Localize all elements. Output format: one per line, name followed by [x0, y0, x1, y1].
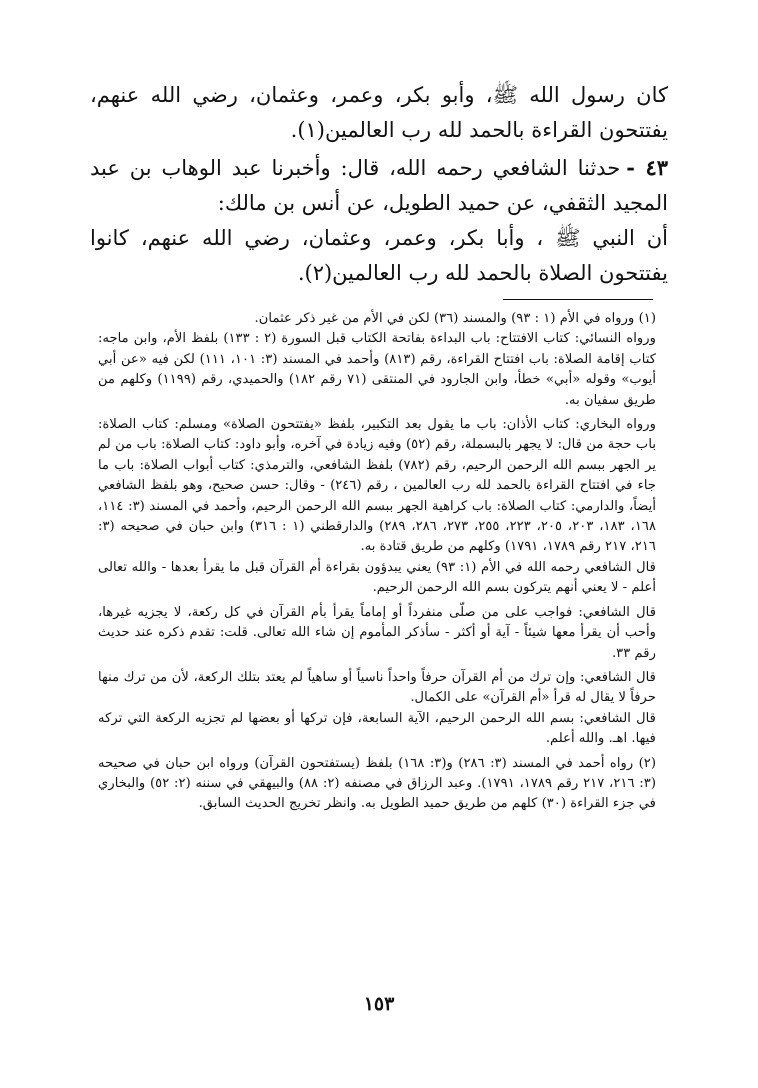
hadith-number: ٤٣ -	[626, 155, 668, 180]
footnote-separator	[503, 299, 653, 300]
footnote-1-paragraph: قال الشافعي رحمه الله في الأم (١: ٩٣) يعني يبدؤون بقراءة أم القرآن قبل ما يقرأ بعدها - والله تعالى أعلم - لا يعني أنهم يتركون بسم الله الرحمن الرحيم.	[98, 559, 656, 596]
hadith-43-isnad	[90, 150, 668, 221]
footnote-1-paragraph: قال الشافعي: بسم الله الرحمن الرحيم، الآية السابعة، فإن تركها أو بعضها لم تجزيه الركعة التي تركه فيها. اهـ. والله أعلم.	[98, 710, 656, 747]
hadith-isnad-text: حدثنا الشافعي رحمه الله، قال: وأخبرنا عبد الوهاب بن عبد المجيد الثقفي، عن حميد الطويل، عن أنس بن مالك:	[90, 156, 668, 215]
footnote-1-paragraph: قال الشافعي: وإن ترك من أم القرآن حرفاً واحداً ناسياً أو ساهياً لم يعتد بتلك الركعة، لأن من ترك منها حرفاً لا يقال له قرأ «أم القرآن» على الكمال.	[98, 669, 656, 706]
hadith-43-matn: أن النبي ﷺ ، وأبا بكر، وعمر، وعثمان، رضي الله عنهم، كانوا يفتتحون الصلاة بالحمد لله رب العالمين(٢).	[90, 226, 668, 285]
main-text	[90, 78, 668, 291]
footnote-1-paragraph: قال الشافعي: فواجب على من صلّى منفرداً أو إماماً يقرأ بأم القرآن في كل ركعة، لا يجزيه غيرها، وأحب أن يقرأ معها شيئاً - آية أو أكثر - سأذكر المأموم إن شاء الله تعالى. قلت: تقدم ذكره عند حديث رقم ٣٣.	[98, 604, 656, 661]
footnote-1-line: (١) ورواه في الأم (١ : ٩٣) والمسند (٣٦) لكن في الأم من غير ذكر عثمان.	[254, 311, 656, 326]
footnote-1-paragraph: ورواه النسائي: كتاب الافتتاح: باب البداءة بفاتحة الكتاب قبل السورة (٢ : ١٣٣) بلفظ الأم، وابن ماجه: كتاب إقامة الصلاة: باب افتتاح القراءة، رقم (٨١٣) وأحمد في المسند (٣: ١٠١، ١١١) لكن فيه «عن أبي أيوب» وقوله «أبي» خطأ، وابن الجارود في المنتقى (٧١ رقم ١٨٢) والحميدي، رقم (١١٩٩) وكلهم من طريق سفيان به.	[98, 331, 657, 408]
page-number: ١٥٣	[363, 993, 395, 1015]
footnote-2: (٢) رواه أحمد في المسند (٣: ٢٨٦) و(٣: ١٦٨) بلفظ (يستفتحون القرآن) ورواه ابن حبان في صحيحه (٣: ٢١٦، ٢١٧ رقم ١٧٨٩، ١٧٩١). وعبد الرزاق في مصنفه (٢: ٨٨) والبيهقي في سننه (٢: ٥٢) والبخاري في جزء القراءة (٣٠) كلهم من طريق حميد الطويل به. وانظر تخريج الحديث السابق.	[98, 755, 656, 812]
footnotes	[98, 309, 656, 815]
hadith-continuation: كان رسول الله ﷺ، وأبو بكر، وعمر، وعثمان، رضي الله عنهم، يفتتحون القراءة بالحمد لله رب العالمين(١).	[90, 83, 668, 142]
footnote-1-paragraph: ورواه البخاري: كتاب الأذان: باب ما يقول بعد التكبير، بلفظ «يفتتحون الصلاة» ومسلم: كتاب الصلاة: باب حجة من قال: لا يجهر بالبسملة، رقم (٥٢) وفيه زيادة في آخره، وأبو داود: كتاب الصلاة: باب من لم ير الجهر ببسم الله الرحمن الرحيم، رقم (٧٨٢) بلفظ الشافعي، والترمذي: كتاب أبواب الصلاة: باب ما جاء في افتتاح القراءة بالحمد لله رب العالمين ، رقم (٢٤٦) - وقال: حسن صحيح، وهو بلفظ الشافعي أيضاً، والدارمي: كتاب الصلاة: باب كراهية الجهر ببسم الله الرحمن الرحيم، وأحمد في المسند (٣: ١١٤، ١٦٨، ١٨٣، ٢٠٣، ٢٠٥، ٢٢٣، ٢٥٥، ٢٧٣، ٢٨٦، ٢٨٩) والدارقطني (١ : ٣١٦) وابن حبان في صحيحه (٣: ٢١٦، ٢١٧ رقم ١٧٨٩، ١٧٩١) وكلهم من طريق قتادة به.	[98, 417, 657, 555]
